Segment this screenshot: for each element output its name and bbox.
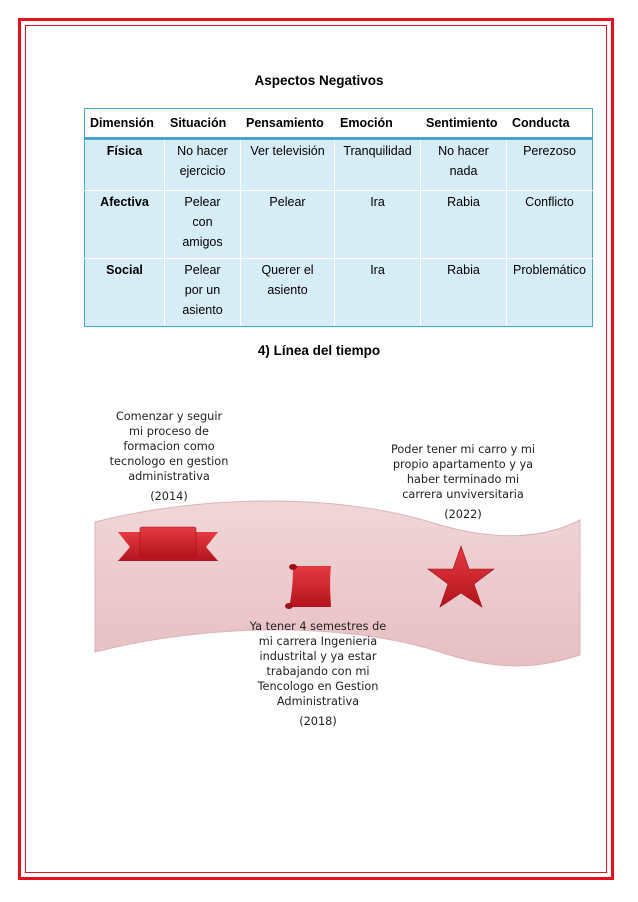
table-cell: Conflicto [507,191,593,259]
timeline-title: 4) Línea del tiempo [257,343,381,358]
event-year: (2022) [444,508,482,521]
header-feeling: Sentimiento [421,109,507,139]
banner-icon [118,527,218,561]
table-cell: Ver televisión [241,139,335,191]
event-description: Poder tener mi carro y mi propio apartamento y ya haber terminado mi carrera unviversitaria [390,443,536,501]
header-behavior: Conducta [507,109,593,139]
event-description: Ya tener 4 semestres de mi carrera Ingenieria industrital y ya estar trabajando con mi Tencologo en Gestion Administrativa [249,620,387,708]
table-cell: Ira [335,259,421,327]
header-dimension: Dimensión [85,109,165,139]
table-cell: Perezoso [507,139,593,191]
event-description: Comenzar y seguir mi proceso de formacion como tecnologo en gestion administrativa [109,410,229,483]
header-situation: Situación [165,109,241,139]
event-year: (2018) [299,715,337,728]
header-emotion: Emoción [335,109,421,139]
table-cell: Física [85,139,165,191]
event-2014 [108,409,230,504]
table-cell: Pelear con amigos [165,191,241,259]
header-thought: Pensamiento [241,109,335,139]
table-cell: Afectiva [85,191,165,259]
table-cell: Rabia [421,259,507,327]
table-title: Aspectos Negativos [254,73,384,88]
table-cell: No hacer nada [421,139,507,191]
table-cell: Pelear [241,191,335,259]
event-year: (2014) [150,490,188,503]
table-cell: Pelear por un asiento [165,259,241,327]
event-2022 [390,442,536,522]
table-cell: Tranquilidad [335,139,421,191]
table-cell: Social [85,259,165,327]
table-cell: No hacer ejercicio [165,139,241,191]
event-2018 [244,619,392,729]
table-cell: Rabia [421,191,507,259]
table-cell: Querer el asiento [241,259,335,327]
table-cell: Problemático [507,259,593,327]
table-cell: Ira [335,191,421,259]
